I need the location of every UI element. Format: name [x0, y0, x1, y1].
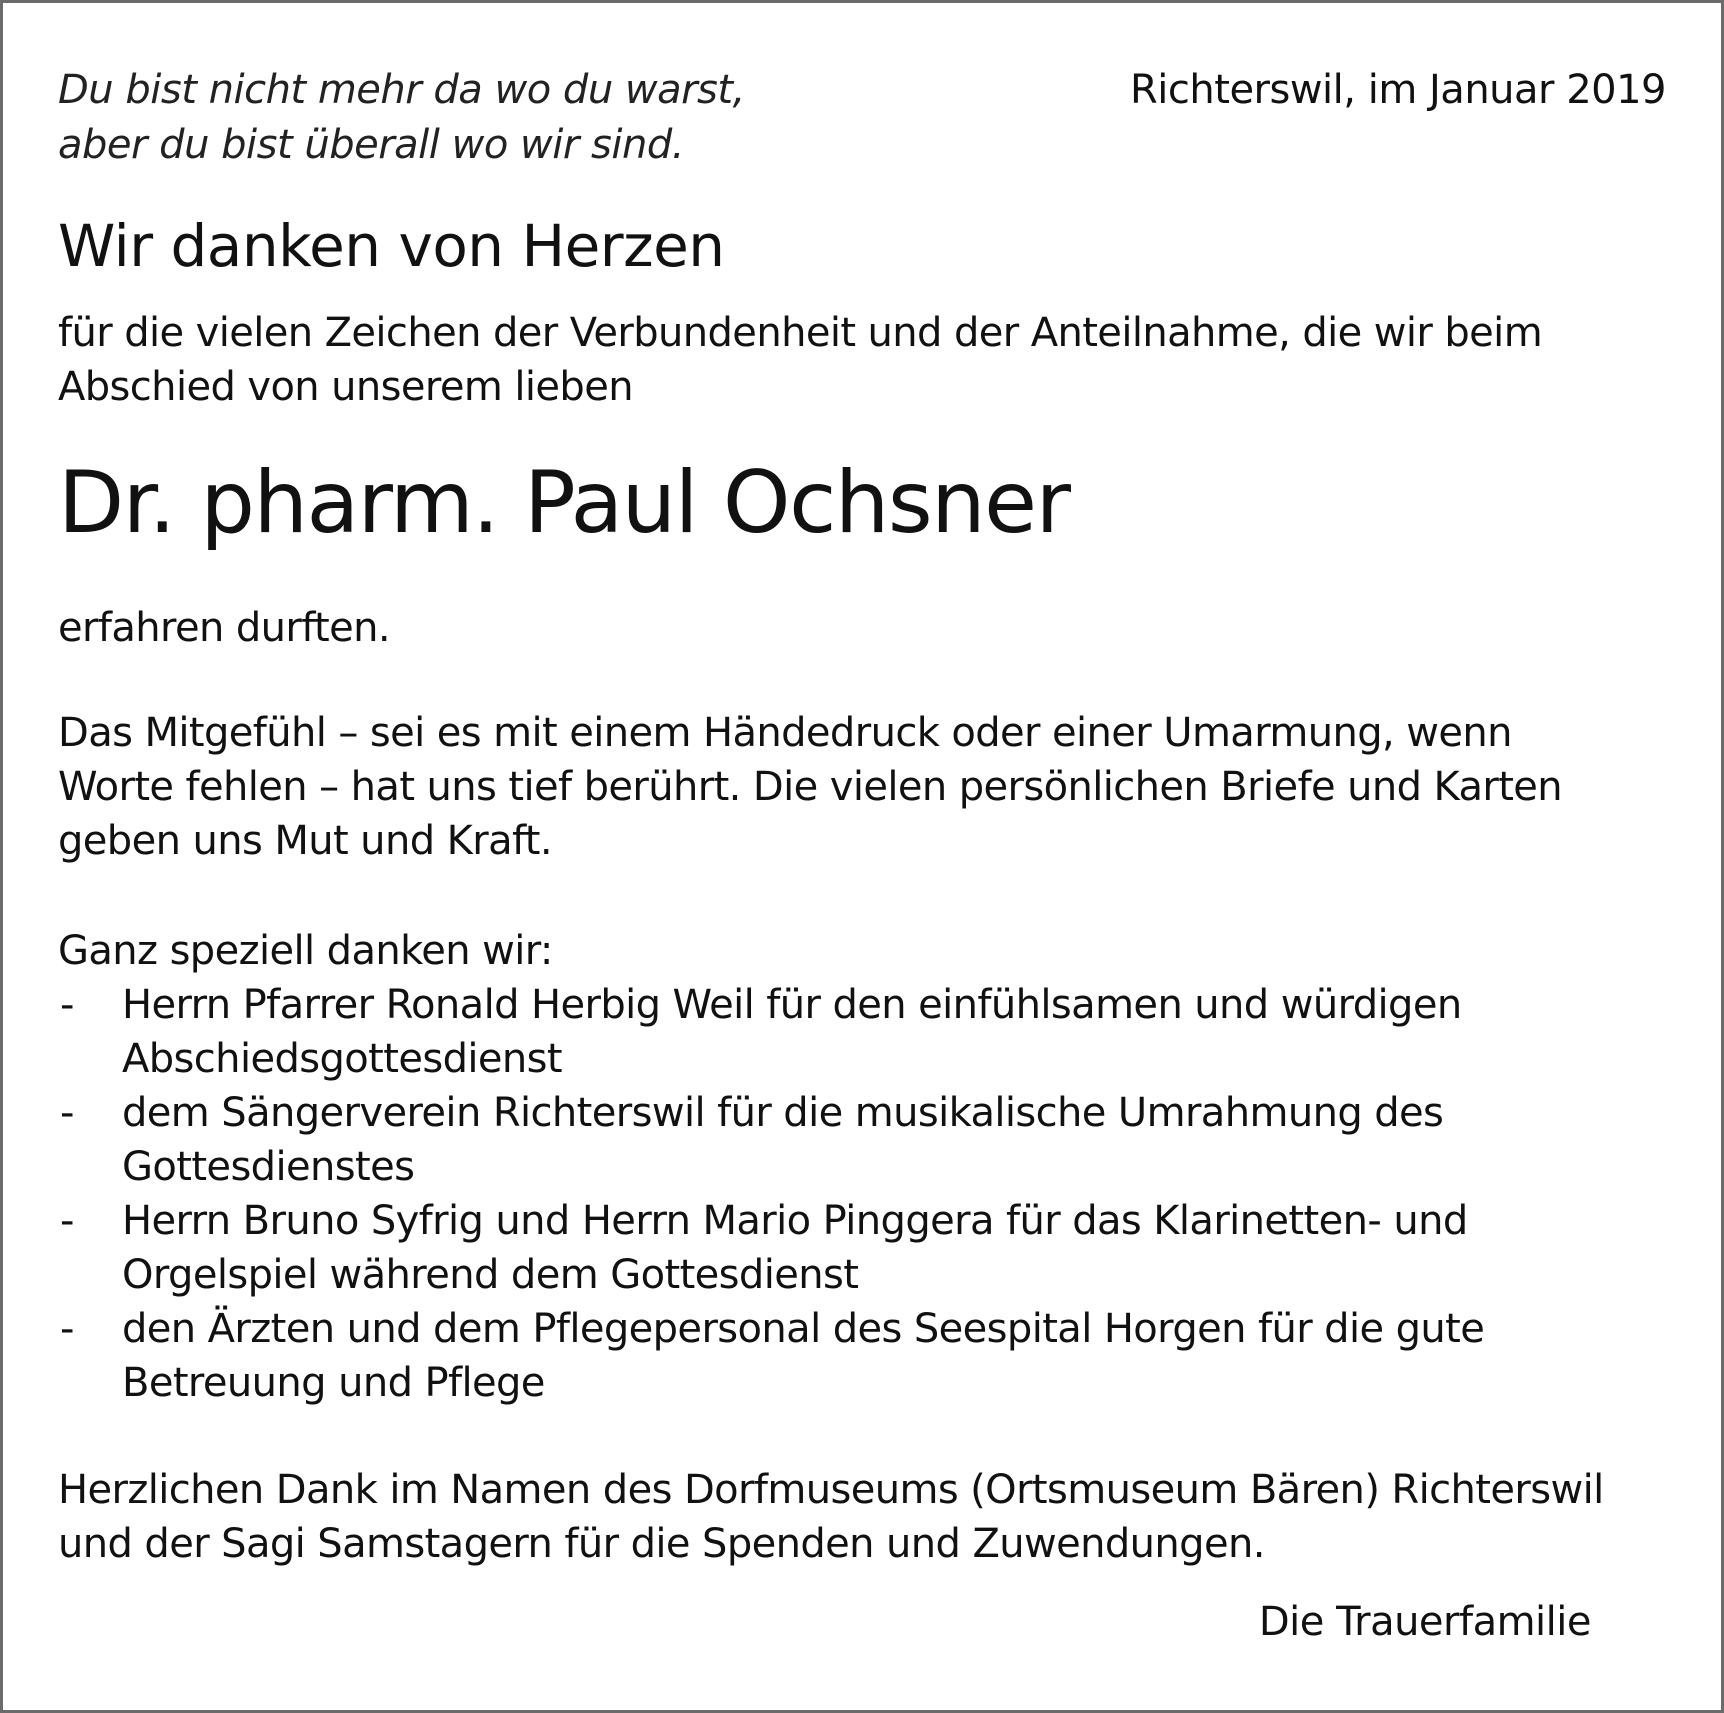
bullet-dash: -: [60, 1198, 74, 1244]
list-item: [58, 1302, 1484, 1410]
list-item-line: Betreuung und Pflege: [122, 1360, 545, 1406]
deceased-name: Dr. pharm. Paul Ochsner: [58, 453, 1070, 553]
place-date: Richterswil, im Januar 2019: [1130, 67, 1666, 113]
list-item-line: Abschiedsgottesdienst: [122, 1036, 562, 1082]
intro-line: für die vielen Zeichen der Verbundenheit und der Anteilnahme, die wir beim: [58, 310, 1543, 356]
sympathy-line: Das Mitgefühl – sei es mit einem Händedruck oder einer Umarmung, wenn: [58, 710, 1512, 756]
thanks-intro: [58, 924, 553, 978]
list-item: [58, 1086, 1484, 1194]
sympathy-paragraph: [58, 706, 1562, 868]
bullet-dash: -: [60, 1306, 74, 1352]
list-item-line: Herrn Pfarrer Ronald Herbig Weil für den einfühlsamen und würdigen: [122, 982, 1462, 1028]
list-item-line: dem Sängerverein Richterswil für die musikalische Umrahmung des: [122, 1090, 1444, 1136]
intro-paragraph: [58, 306, 1542, 414]
sympathy-line: Worte fehlen – hat uns tief berührt. Die vielen persönlichen Briefe und Karten: [58, 764, 1563, 810]
after-name-line: erfahren durften.: [58, 605, 390, 651]
closing-line: Herzlichen Dank im Namen des Dorfmuseums (Ortsmuseum Bären) Richterswil: [58, 1467, 1604, 1513]
thanks-list: [58, 978, 1484, 1410]
list-item-line: Herrn Bruno Syfrig und Herrn Mario Pinggera für das Klarinetten- und: [122, 1198, 1468, 1244]
thanks-intro-line: Ganz speziell danken wir:: [58, 928, 553, 974]
sympathy-line: geben uns Mut und Kraft.: [58, 818, 552, 864]
list-item: [58, 1194, 1484, 1302]
motto-line: aber du bist überall wo wir sind.: [58, 122, 684, 168]
closing-paragraph: [58, 1463, 1604, 1571]
signature: Die Trauerfamilie: [1258, 1599, 1591, 1645]
intro-line: Abschied von unserem lieben: [58, 364, 633, 410]
list-item-line: Gottesdienstes: [122, 1144, 415, 1190]
bullet-dash: -: [60, 982, 74, 1028]
thanks-heading: Wir danken von Herzen: [58, 212, 725, 280]
bullet-dash: -: [60, 1090, 74, 1136]
list-item: [58, 978, 1484, 1086]
after-name-text: [58, 601, 390, 655]
list-item-line: den Ärzten und dem Pflegepersonal des Seespital Horgen für die gute: [122, 1306, 1485, 1352]
closing-line: und der Sagi Samstagern für die Spenden und Zuwendungen.: [58, 1521, 1265, 1567]
motto-line: Du bist nicht mehr da wo du warst,: [58, 67, 745, 113]
motto-quote: [58, 63, 745, 173]
list-item-line: Orgelspiel während dem Gottesdienst: [122, 1252, 859, 1298]
